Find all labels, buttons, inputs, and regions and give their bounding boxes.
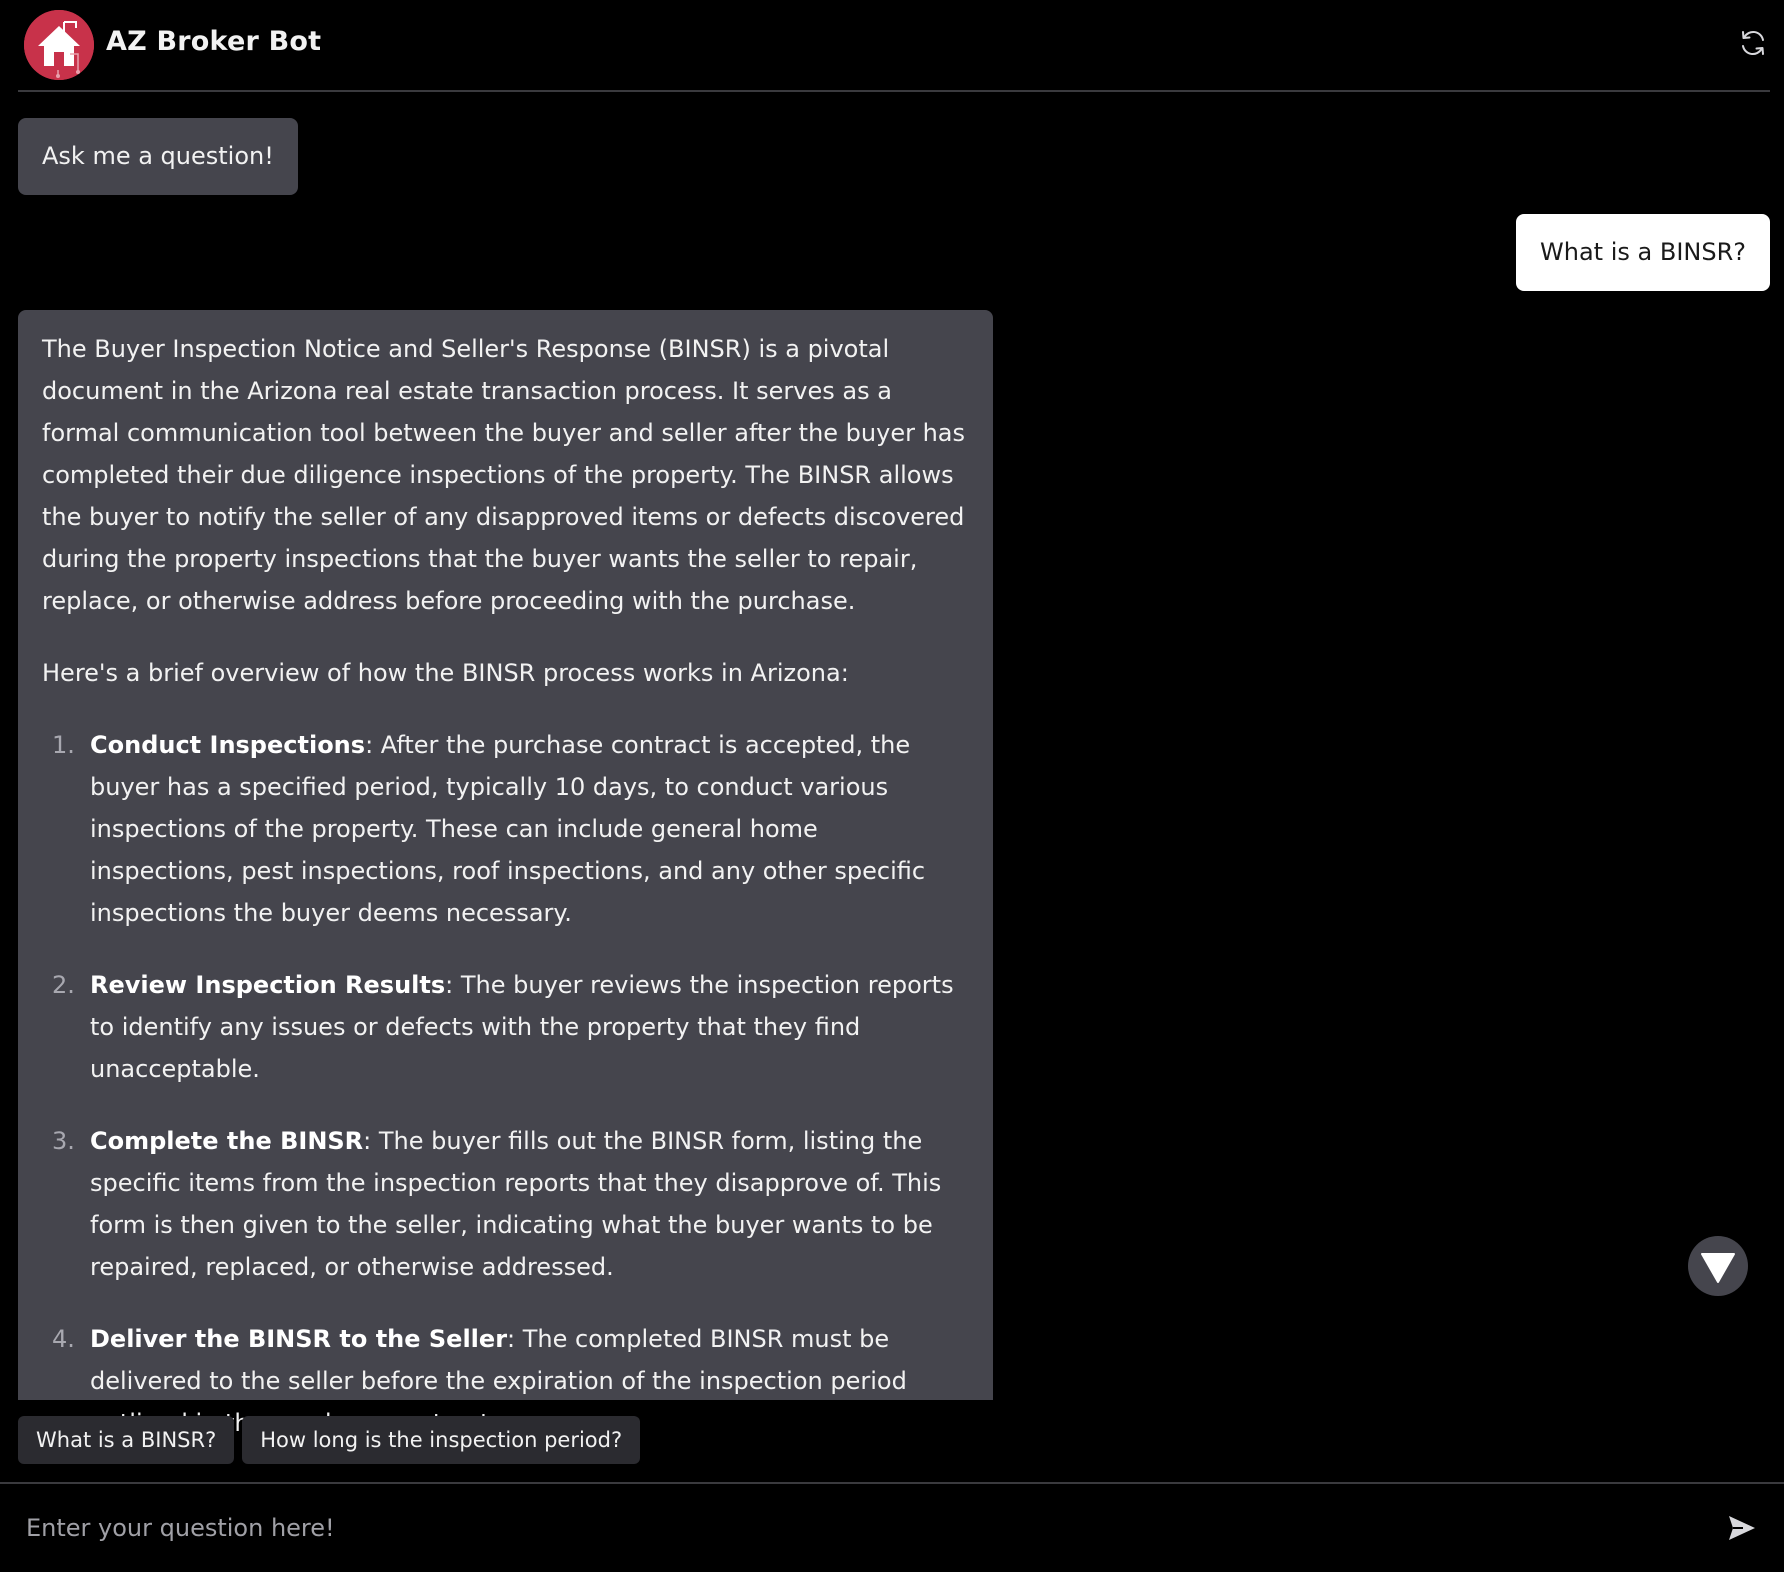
suggestion-chip[interactable]: What is a BINSR? [18, 1416, 234, 1464]
send-button[interactable] [1726, 1512, 1758, 1544]
app-title: AZ Broker Bot [106, 26, 322, 57]
list-item [42, 1120, 969, 1288]
refresh-icon[interactable] [1738, 28, 1768, 58]
list-item [42, 964, 969, 1090]
answer-paragraph: Here's a brief overview of how the BINSR process works in Arizona: [42, 659, 849, 687]
list-item [42, 724, 969, 934]
suggestion-chips [18, 1416, 648, 1464]
step-title: Conduct Inspections [90, 731, 366, 759]
chat-history[interactable] [0, 92, 1784, 1396]
answer-paragraph: The Buyer Inspection Notice and Seller's Response (BINSR) is a pivotal document in the Arizona real estate transaction process. It serves as a formal communication tool between the buyer and seller after the buyer has completed their due diligence inspections of the property. The BINSR allows the buyer to notify the seller of any disapproved items or defects discovered during the property inspections that the buyer wants the seller to repair, replace, or otherwise address before proceeding with the purchase. [42, 335, 966, 615]
scroll-to-bottom-button[interactable] [1688, 1236, 1748, 1296]
step-title: Deliver the BINSR to the Seller [90, 1325, 508, 1353]
step-text: : The buyer fills out the BINSR form, listing the specific items from the inspection reports that they disapprove of. This form is then given to the seller, indicating what the buyer wants to be repaired, replaced, or otherwise addressed. [90, 1127, 942, 1281]
bot-message-answer [18, 310, 993, 1400]
list-number: 4. [52, 1325, 75, 1353]
list-number: 1. [52, 731, 75, 759]
step-title: Complete the BINSR [90, 1127, 364, 1155]
steps-list [42, 724, 969, 1444]
step-title: Review Inspection Results [90, 971, 446, 999]
question-input[interactable] [24, 1502, 1688, 1554]
send-icon [1726, 1512, 1758, 1544]
list-number: 3. [52, 1127, 75, 1155]
header [18, 0, 1770, 92]
input-bar [0, 1482, 1784, 1572]
step-text: : The completed BINSR must be delivered to the seller before the expiration of the inspection period [90, 1325, 907, 1395]
triangle-down-icon [1688, 1236, 1748, 1296]
step-text: : The buyer reviews the inspection reports to identify any issues or defects with the property that they find unacceptable. [90, 971, 954, 1083]
list-number: 2. [52, 971, 75, 999]
user-message: What is a BINSR? [1516, 214, 1770, 291]
house-logo-icon [24, 10, 94, 80]
bot-message-intro: Ask me a question! [18, 118, 298, 195]
step-text: : After the purchase contract is accepted, the buyer has a specified period, typically 10 days, to conduct various inspections of the property. These can include general home inspections, pest inspections, roof inspections, and any other specific inspections the buyer deems necessary. [90, 731, 926, 927]
suggestion-chip[interactable]: How long is the inspection period? [242, 1416, 640, 1464]
